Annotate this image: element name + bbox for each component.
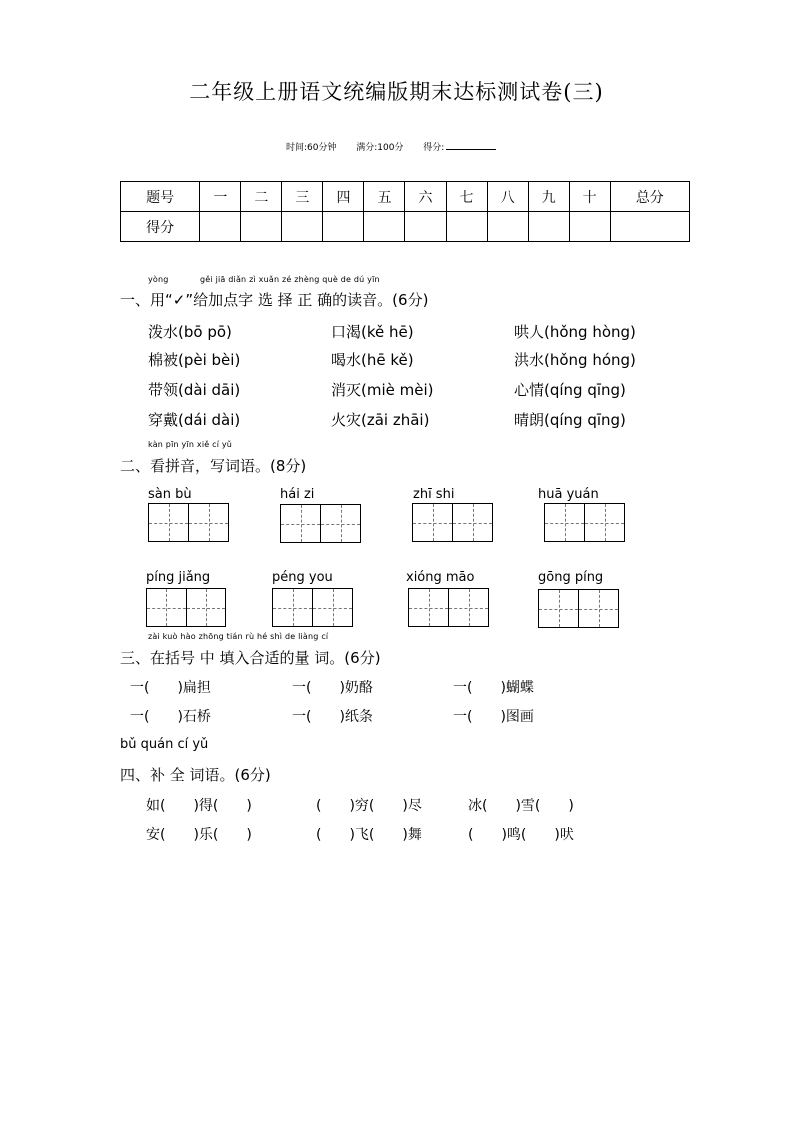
table-cell: 三 (282, 182, 323, 212)
fill-item[interactable]: 安( )乐( ) (146, 827, 252, 843)
section4-pinyin: bǔ quán cí yǔ (120, 737, 209, 752)
writing-grid[interactable] (538, 589, 619, 628)
fill-item[interactable]: 冰( )雪( ) (468, 798, 574, 814)
page-title: 二年级上册语文统编版期末达标测试卷(三) (189, 80, 604, 104)
score-cell[interactable] (528, 212, 569, 242)
section2-pinyin: kàn pīn yīn xiě cí yǔ (148, 440, 233, 449)
fill-item[interactable]: 一( )图画 (453, 709, 534, 725)
pinyin-label: huā yuán (538, 487, 599, 502)
pinyin-label: gōng píng (538, 570, 604, 585)
table-cell: 五 (364, 182, 405, 212)
score-cell[interactable] (364, 212, 405, 242)
fill-item[interactable]: ( )穷( )尽 (316, 798, 422, 814)
choice-item[interactable]: 带领(dài dāi) (148, 381, 241, 399)
fill-item[interactable]: 一( )石桥 (130, 709, 211, 725)
writing-grid[interactable] (148, 503, 229, 542)
score-table (120, 181, 690, 242)
score-cell[interactable] (241, 212, 282, 242)
table-cell: 八 (487, 182, 528, 212)
score-cell[interactable] (487, 212, 528, 242)
fill-item[interactable]: 如( )得( ) (146, 798, 252, 814)
pinyin-label: zhī shi (413, 487, 455, 502)
score-label: 得分: (423, 143, 445, 153)
section4-heading: 四、补 全 词语。(6分) (120, 766, 271, 784)
table-cell: 七 (446, 182, 487, 212)
table-cell: 题号 (121, 182, 200, 212)
writing-grid[interactable] (412, 503, 493, 542)
score-table-score-row (121, 212, 690, 242)
choice-item[interactable]: 穿戴(dái dài) (148, 411, 241, 429)
choice-item[interactable]: 洪水(hǒng hóng) (514, 351, 636, 369)
pinyin-label: péng you (272, 570, 333, 585)
table-cell: 六 (405, 182, 446, 212)
table-cell: 得分 (121, 212, 200, 242)
exam-meta (286, 140, 496, 153)
score-cell[interactable] (569, 212, 610, 242)
pinyin-label: sàn bù (148, 487, 192, 502)
table-cell: 总分 (610, 182, 689, 212)
table-cell: 四 (323, 182, 364, 212)
fill-item[interactable]: ( )飞( )舞 (316, 827, 422, 843)
score-cell[interactable] (446, 212, 487, 242)
score-cell[interactable] (282, 212, 323, 242)
table-cell: 二 (241, 182, 282, 212)
writing-grid[interactable] (146, 588, 226, 627)
pinyin-label: píng jiǎng (146, 570, 211, 585)
choice-item[interactable]: 棉被(pèi bèi) (148, 351, 241, 369)
score-blank[interactable] (446, 149, 496, 150)
choice-item[interactable]: 消灭(miè mèi) (331, 381, 434, 399)
writing-grid[interactable] (408, 588, 489, 627)
section2-heading: 二、看拼音，写词语。(8分) (120, 457, 307, 475)
score-table-header-row (121, 182, 690, 212)
section1-heading: 一、用“✓”给加点字 选 择 正 确的读音。(6分) (120, 291, 429, 309)
fill-item[interactable]: 一( )奶酪 (292, 680, 373, 696)
pinyin-label: hái zi (280, 487, 315, 502)
choice-item[interactable]: 口渴(kě hē) (331, 323, 414, 341)
choice-item[interactable]: 心情(qíng qīng) (514, 381, 626, 399)
section1-pinyin-1: yòng (148, 275, 169, 284)
fill-item[interactable]: 一( )蝴蝶 (453, 680, 534, 696)
score-cell[interactable] (405, 212, 446, 242)
table-cell: 九 (528, 182, 569, 212)
writing-grid[interactable] (272, 588, 353, 627)
section3-pinyin: zài kuò hào zhōng tián rù hé shì de liàng cí (148, 632, 329, 641)
choice-item[interactable]: 泼水(bō pō) (148, 323, 232, 341)
fill-item[interactable]: 一( )纸条 (292, 709, 373, 725)
full-marks: 满分:100分 (356, 143, 404, 153)
score-cell[interactable] (200, 212, 241, 242)
section1-pinyin-2: gěi jiā diǎn zì xuǎn zé zhèng què de dú yīn (200, 275, 380, 284)
table-cell: 十 (569, 182, 610, 212)
pinyin-label: xióng māo (406, 570, 475, 585)
score-cell[interactable] (610, 212, 689, 242)
table-cell: 一 (200, 182, 241, 212)
section3-heading: 三、在括号 中 填入合适的量 词。(6分) (120, 649, 381, 667)
time-limit: 时间:60分钟 (286, 143, 337, 153)
choice-item[interactable]: 火灾(zāi zhāi) (331, 411, 430, 429)
choice-item[interactable]: 哄人(hǒng hòng) (514, 323, 636, 341)
fill-item[interactable]: 一( )扁担 (130, 680, 211, 696)
choice-item[interactable]: 喝水(hē kě) (331, 351, 414, 369)
score-cell[interactable] (323, 212, 364, 242)
writing-grid[interactable] (280, 504, 361, 543)
fill-item[interactable]: ( )鸣( )吠 (468, 827, 574, 843)
writing-grid[interactable] (544, 503, 625, 542)
choice-item[interactable]: 晴朗(qíng qīng) (514, 411, 626, 429)
